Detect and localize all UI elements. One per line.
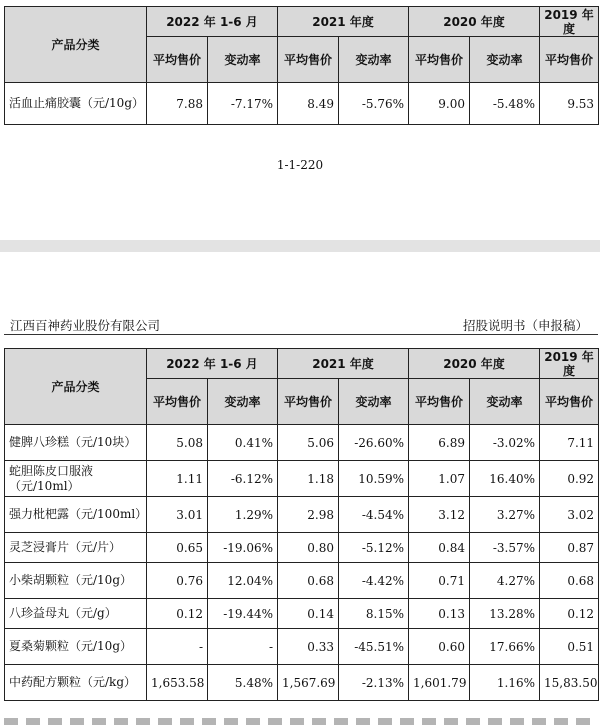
change-2020: 16.40% <box>470 461 540 497</box>
change-2022h1: 1.29% <box>208 497 278 533</box>
change-2022h1: - <box>208 629 278 665</box>
header-period-1: 2022 年 1-6 月 <box>147 349 278 379</box>
header-period-2: 2021 年度 <box>278 349 409 379</box>
header-avg-price: 平均售价 <box>540 379 599 425</box>
change-2020: -3.02% <box>470 425 540 461</box>
price-2022h1: 3.01 <box>147 497 208 533</box>
product-name: 八珍益母丸（元/g） <box>5 599 147 629</box>
price-2020: 0.13 <box>409 599 470 629</box>
header-period-1: 2022 年 1-6 月 <box>147 7 278 37</box>
change-2021: -2.13% <box>339 665 409 701</box>
change-2021: 8.15% <box>339 599 409 629</box>
price-2020: 3.12 <box>409 497 470 533</box>
price-2021: 1,567.69 <box>278 665 339 701</box>
change-2020: 17.66% <box>470 629 540 665</box>
price-2020: 0.84 <box>409 533 470 563</box>
header-period-4: 2019 年度 <box>540 7 599 37</box>
price-2020: 0.71 <box>409 563 470 599</box>
change-2020: 1.16% <box>470 665 540 701</box>
change-2022h1: -7.17% <box>208 83 278 125</box>
price-2019: 0.68 <box>540 563 599 599</box>
change-2022h1: 5.48% <box>208 665 278 701</box>
header-category: 产品分类 <box>5 349 147 425</box>
change-2020: -5.48% <box>470 83 540 125</box>
product-name: 健脾八珍糕（元/10块） <box>5 425 147 461</box>
table-row <box>5 563 599 599</box>
change-2020: 3.27% <box>470 497 540 533</box>
price-2021: 0.14 <box>278 599 339 629</box>
document-title: 招股说明书（申报稿） <box>462 318 588 333</box>
change-2020: -3.57% <box>470 533 540 563</box>
change-2021: -5.12% <box>339 533 409 563</box>
price-2019: 9.53 <box>540 83 599 125</box>
product-name: 小柴胡颗粒（元/10g） <box>5 563 147 599</box>
change-2022h1: 12.04% <box>208 563 278 599</box>
table-row <box>5 497 599 533</box>
product-name: 夏桑菊颗粒（元/10g） <box>5 629 147 665</box>
product-name: 中药配方颗粒（元/kg） <box>5 665 147 701</box>
price-2022h1: 0.12 <box>147 599 208 629</box>
product-name: 灵芝浸膏片（元/片） <box>5 533 147 563</box>
change-2020: 13.28% <box>470 599 540 629</box>
price-2022h1: 1,653.58 <box>147 665 208 701</box>
price-2019: 0.92 <box>540 461 599 497</box>
price-2021: 0.68 <box>278 563 339 599</box>
price-2021: 2.98 <box>278 497 339 533</box>
header-change-rate: 变动率 <box>208 37 278 83</box>
header-avg-price: 平均售价 <box>147 37 208 83</box>
change-2021: 10.59% <box>339 461 409 497</box>
change-2022h1: 0.41% <box>208 425 278 461</box>
price-2019: 0.51 <box>540 629 599 665</box>
price-2019: 0.12 <box>540 599 599 629</box>
price-2022h1: 1.11 <box>147 461 208 497</box>
change-2021: -45.51% <box>339 629 409 665</box>
price-2019: 7.11 <box>540 425 599 461</box>
company-name: 江西百神药业股份有限公司 <box>10 318 161 333</box>
table-row <box>5 461 599 497</box>
header-change-rate: 变动率 <box>339 37 409 83</box>
table-row <box>5 665 599 701</box>
price-2022h1: 0.76 <box>147 563 208 599</box>
header-period-3: 2020 年度 <box>409 349 540 379</box>
price-2022h1: - <box>147 629 208 665</box>
price-2020: 6.89 <box>409 425 470 461</box>
price-2021: 5.06 <box>278 425 339 461</box>
price-2020: 1.07 <box>409 461 470 497</box>
price-2022h1: 5.08 <box>147 425 208 461</box>
price-2021: 1.18 <box>278 461 339 497</box>
price-2021: 0.33 <box>278 629 339 665</box>
price-2021: 8.49 <box>278 83 339 125</box>
change-2021: -4.42% <box>339 563 409 599</box>
price-2019: 0.87 <box>540 533 599 563</box>
table-row <box>5 629 599 665</box>
header-divider <box>4 334 598 335</box>
header-change-rate: 变动率 <box>339 379 409 425</box>
header-period-4: 2019 年度 <box>540 349 599 379</box>
header-change-rate: 变动率 <box>208 379 278 425</box>
header-change-rate: 变动率 <box>470 37 540 83</box>
table-row <box>5 83 599 125</box>
header-avg-price: 平均售价 <box>409 37 470 83</box>
change-2021: -4.54% <box>339 497 409 533</box>
change-2022h1: -19.06% <box>208 533 278 563</box>
price-2019: 15,83.50 <box>540 665 599 701</box>
header-avg-price: 平均售价 <box>278 37 339 83</box>
header-category: 产品分类 <box>5 7 147 83</box>
price-2020: 1,601.79 <box>409 665 470 701</box>
price-2020: 0.60 <box>409 629 470 665</box>
price-2020: 9.00 <box>409 83 470 125</box>
price-2021: 0.80 <box>278 533 339 563</box>
price-table-top <box>4 6 599 125</box>
header-avg-price: 平均售价 <box>147 379 208 425</box>
price-2022h1: 7.88 <box>147 83 208 125</box>
price-table-main <box>4 348 599 701</box>
table-row <box>5 533 599 563</box>
page-break <box>0 240 600 252</box>
header-avg-price: 平均售价 <box>409 379 470 425</box>
header-change-rate: 变动率 <box>470 379 540 425</box>
header-avg-price: 平均售价 <box>540 37 599 83</box>
page-number: 1-1-220 <box>276 158 324 172</box>
header-period-3: 2020 年度 <box>409 7 540 37</box>
header-period-2: 2021 年度 <box>278 7 409 37</box>
cut-off-text-line <box>4 718 598 725</box>
header-avg-price: 平均售价 <box>278 379 339 425</box>
change-2022h1: -6.12% <box>208 461 278 497</box>
change-2021: -5.76% <box>339 83 409 125</box>
change-2022h1: -19.44% <box>208 599 278 629</box>
change-2020: 4.27% <box>470 563 540 599</box>
price-2022h1: 0.65 <box>147 533 208 563</box>
product-name: 强力枇杷露（元/100ml） <box>5 497 147 533</box>
price-2019: 3.02 <box>540 497 599 533</box>
table-row <box>5 599 599 629</box>
change-2021: -26.60% <box>339 425 409 461</box>
product-name: 蛇胆陈皮口服液（元/10ml） <box>5 461 147 497</box>
table-row <box>5 425 599 461</box>
product-name: 活血止痛胶囊（元/10g） <box>5 83 147 125</box>
